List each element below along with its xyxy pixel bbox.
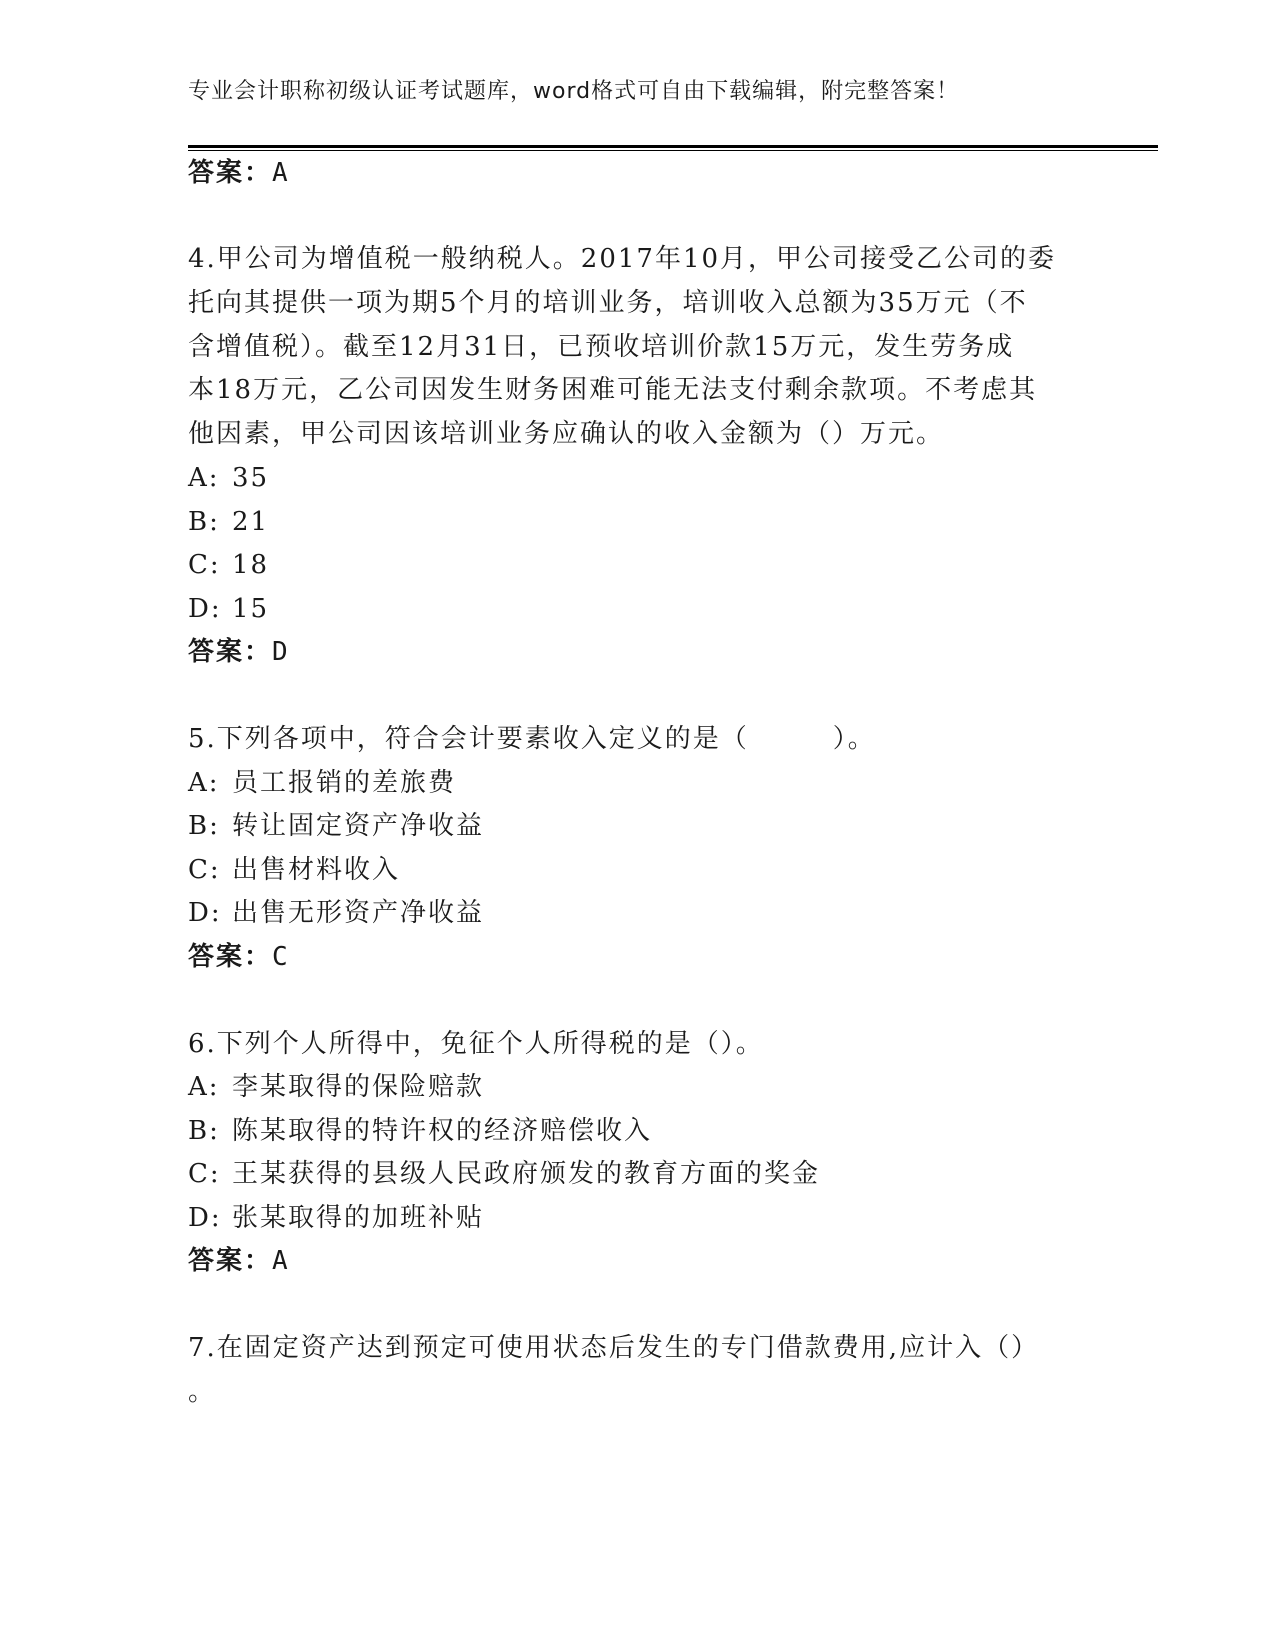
option-label: A: xyxy=(188,1072,220,1102)
option-text: 张某取得的加班补贴 xyxy=(232,1203,485,1233)
question-6-option-b xyxy=(188,1115,652,1147)
page-header: 专业会计职称初级认证考试题库，word格式可自由下载编辑，附完整答案！ xyxy=(188,79,960,104)
answer-value: A xyxy=(272,158,290,188)
answer-prefix: 答案： xyxy=(188,942,273,972)
option-label: B: xyxy=(188,507,220,537)
answer-q5 xyxy=(188,941,290,973)
question-4-option-c xyxy=(188,549,269,581)
answer-q6 xyxy=(188,1245,290,1277)
option-text: 21 xyxy=(232,507,270,537)
question-6-option-c xyxy=(188,1158,820,1190)
question-5-option-b xyxy=(188,810,484,842)
question-4-option-b xyxy=(188,506,269,538)
answer-prefix: 答案： xyxy=(188,158,273,188)
header-rule xyxy=(188,145,1158,148)
option-text: 王某获得的县级人民政府颁发的教育方面的奖金 xyxy=(232,1159,821,1189)
option-label: D: xyxy=(188,898,222,928)
question-4-line-1: 4.甲公司为增值税一般纳税人。2017年10月，甲公司接受乙公司的委 xyxy=(188,244,1057,274)
question-5-option-a xyxy=(188,767,456,799)
answer-value: D xyxy=(272,637,290,667)
answer-prefix: 答案： xyxy=(188,1246,273,1276)
question-6-option-a xyxy=(188,1071,484,1103)
option-text: 陈某取得的特许权的经济赔偿收入 xyxy=(232,1116,653,1146)
option-text: 出售材料收入 xyxy=(232,855,401,885)
option-text: 15 xyxy=(232,594,270,624)
option-label: D: xyxy=(188,594,222,624)
option-text: 转让固定资产净收益 xyxy=(232,811,485,841)
option-label: A: xyxy=(188,768,220,798)
answer-prefix: 答案： xyxy=(188,637,273,667)
option-text: 18 xyxy=(232,550,270,580)
answer-value: C xyxy=(272,942,290,972)
question-4-line-4: 本18万元，乙公司因发生财务困难可能无法支付剩余款项。不考虑其 xyxy=(188,375,1038,405)
option-text: 李某取得的保险赔款 xyxy=(232,1072,485,1102)
option-label: C: xyxy=(188,1159,221,1189)
header-rule-thin xyxy=(188,150,1158,151)
option-label: A: xyxy=(188,463,220,493)
question-7-line-1: 7.在固定资产达到预定可使用状态后发生的专门借款费用,应计入（） xyxy=(188,1333,1040,1363)
question-7-line-2: 。 xyxy=(188,1377,217,1407)
answer-value: A xyxy=(272,1246,290,1276)
answer-q3 xyxy=(188,157,290,189)
option-label: B: xyxy=(188,1116,220,1146)
question-6-option-d xyxy=(188,1202,484,1234)
question-5-line-1: 5.下列各项中，符合会计要素收入定义的是（ ）。 xyxy=(188,724,876,754)
option-text: 员工报销的差旅费 xyxy=(232,768,457,798)
question-4-line-2: 托向其提供一项为期5个月的培训业务，培训收入总额为35万元（不 xyxy=(188,288,1028,318)
option-label: C: xyxy=(188,550,221,580)
option-label: C: xyxy=(188,855,221,885)
option-text: 35 xyxy=(232,463,270,493)
question-6-line-1: 6.下列个人所得中，免征个人所得税的是（）。 xyxy=(188,1029,764,1059)
question-5-option-c xyxy=(188,854,400,886)
question-4-line-5: 他因素，甲公司因该培训业务应确认的收入金额为（）万元。 xyxy=(188,419,945,449)
answer-q4 xyxy=(188,636,290,668)
question-4-option-a xyxy=(188,462,269,494)
option-label: D: xyxy=(188,1203,222,1233)
question-4-line-3: 含增值税）。截至12月31日，已预收培训价款15万元，发生劳务成 xyxy=(188,332,1015,362)
question-4-option-d xyxy=(188,593,269,625)
option-label: B: xyxy=(188,811,220,841)
question-5-option-d xyxy=(188,897,484,929)
option-text: 出售无形资产净收益 xyxy=(232,898,485,928)
